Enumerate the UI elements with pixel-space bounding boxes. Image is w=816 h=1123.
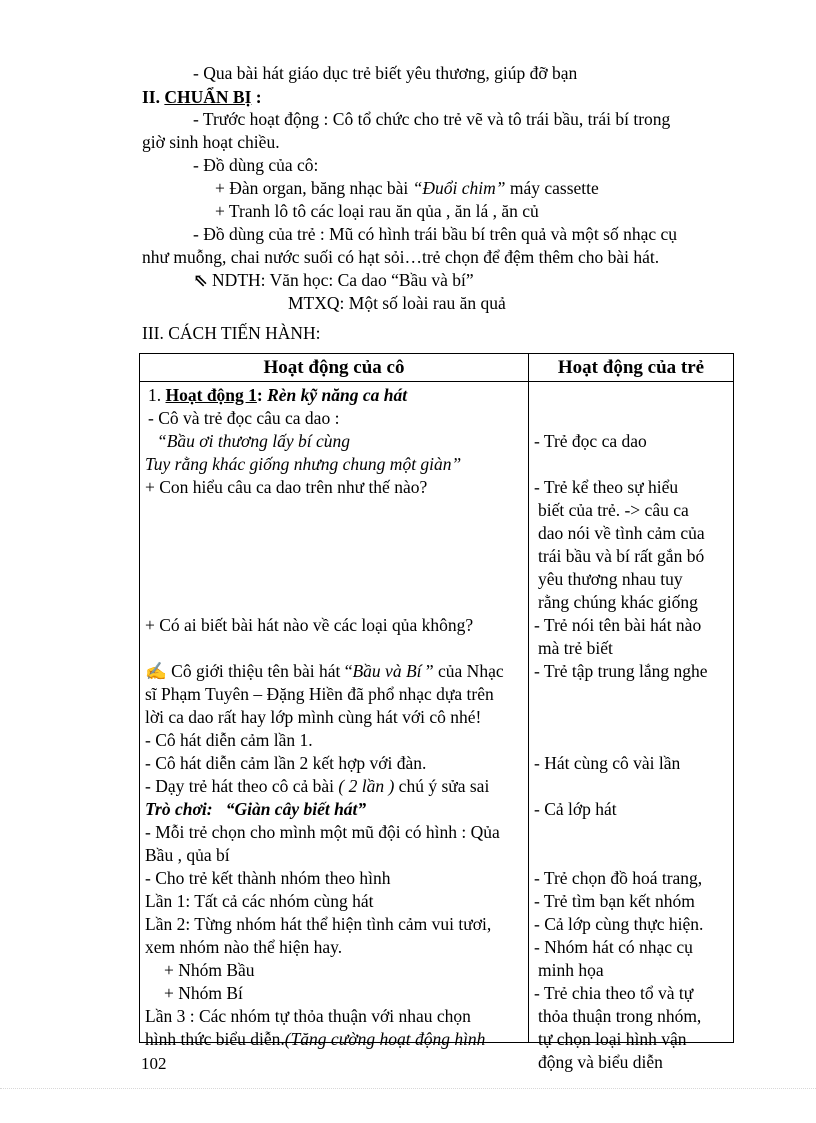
game-heading: [145, 798, 366, 820]
section-2-heading: [142, 86, 262, 108]
song-title-duoi-chim: “Đuổi chim”: [412, 178, 506, 198]
child-costume: - Trẻ chọn đồ hoá trang,: [534, 868, 703, 888]
prep-line-3b: như muỗng, chai nước suối có hạt sỏi…trẻ chọn để đệm thêm cho bài hát.: [142, 247, 660, 267]
child-read: - Trẻ đọc ca dao: [534, 431, 647, 451]
bottom-divider: [0, 1088, 816, 1089]
prep-2a-text: + Đàn organ, băng nhạc bài: [215, 178, 413, 198]
teach-count: ( 2 lần ): [338, 776, 395, 796]
child-instruments-b: minh họa: [538, 960, 604, 980]
teach-tail: chú ý sửa sai: [394, 776, 490, 796]
section-2-number: II.: [142, 87, 165, 107]
activity-1-heading: [148, 384, 407, 406]
child-explain-f: rằng chúng khác giống: [538, 592, 698, 612]
child-teams-b: thỏa thuận trong nhóm,: [538, 1006, 702, 1026]
arrow-up-left-icon: ⇖: [193, 270, 208, 290]
game-name: “Giàn cây biết hát”: [225, 799, 367, 819]
child-sing-along: - Hát cùng cô vài lần: [534, 753, 681, 773]
pencil-hand-icon: ✍: [145, 661, 167, 681]
group-bi: + Nhóm Bí: [164, 983, 243, 1003]
song-intro-line-2: sĩ Phạm Tuyên – Đặng Hiền đã phổ nhạc dựa trên: [145, 684, 494, 704]
game-round-2b: xem nhóm nào thể hiện hay.: [145, 937, 343, 957]
prep-line-3a: - Đồ dùng của trẻ : Mũ có hình trái bầu bí trên quả và một số nhạc cụ: [193, 224, 678, 244]
activity-1-title: Hoạt động 1: [165, 385, 257, 405]
page-number: 102: [141, 1054, 167, 1073]
activity-1-number: 1.: [148, 385, 166, 405]
activity-1-colon: :: [256, 385, 268, 405]
child-teams-d: động và biểu diễn: [538, 1052, 663, 1072]
child-explain-e: yêu thương nhau tuy: [538, 569, 683, 589]
child-explain-a: - Trẻ kể theo sự hiểu: [534, 477, 679, 497]
child-explain-c: dao nói về tình cảm của: [538, 523, 705, 543]
prep-line-2: - Đồ dùng của cô:: [193, 155, 319, 175]
objective-line: - Qua bài hát giáo dục trẻ biết yêu thương, giúp đỡ bạn: [193, 63, 578, 83]
child-song-b: mà trẻ biết: [538, 638, 613, 658]
child-perform-all: - Cả lớp cùng thực hiện.: [534, 914, 704, 934]
child-listen: - Trẻ tập trung lắng nghe: [534, 661, 708, 681]
song-title-bau-va-bi: Bầu và Bí: [352, 661, 422, 681]
section-3-heading: III. CÁCH TIẾN HÀNH:: [142, 323, 321, 343]
prep-line-2a: [215, 177, 599, 199]
prep-line-2b: + Tranh lô tô các loại rau ăn qủa , ăn lá , ăn củ: [215, 201, 539, 221]
song-intro-tail: ” của Nhạc: [421, 661, 504, 681]
game-step-2: - Cho trẻ kết thành nhóm theo hình: [145, 868, 391, 888]
child-class-sing: - Cả lớp hát: [534, 799, 617, 819]
game-step-1a: - Mỗi trẻ chọn cho mình một mũ đội có hình : Qủa: [145, 822, 500, 842]
teach-step: [145, 775, 489, 797]
child-explain-b: biết của trẻ. -> câu ca: [538, 500, 689, 520]
child-instruments-a: - Nhóm hát có nhạc cụ: [534, 937, 693, 957]
read-instruction: - Cô và trẻ đọc câu ca dao :: [148, 408, 340, 428]
prep-line-1a: - Trước hoạt động : Cô tổ chức cho trẻ vẽ và tô trái bầu, trái bí trong: [193, 109, 671, 129]
game-step-1b: Bầu , qủa bí: [145, 845, 230, 865]
song-intro-line-1: [145, 660, 504, 682]
child-teams-a: - Trẻ chia theo tổ và tự: [534, 983, 694, 1003]
game-round-3b: [145, 1028, 485, 1050]
child-teams-c: tự chọn loại hình vận: [538, 1029, 687, 1049]
prep-2a-tail: máy cassette: [505, 178, 599, 198]
child-group: - Trẻ tìm bạn kết nhóm: [534, 891, 695, 911]
section-2-title: CHUẨN BỊ: [164, 87, 252, 107]
game-round-2a: Lần 2: Từng nhóm hát thể hiện tình cảm vui tươi,: [145, 914, 492, 934]
question-1: + Con hiểu câu ca dao trên như thế nào?: [145, 477, 428, 497]
ndth-line: [193, 269, 474, 291]
question-2: + Có ai biết bài hát nào về các loại qủa không?: [145, 615, 474, 635]
child-activity-cell: [529, 382, 734, 1072]
game-round-1: Lần 1: Tất cả các nhóm cùng hát: [145, 891, 374, 911]
game-round-3b-note: (Tăng cường hoạt động hình: [284, 1029, 486, 1049]
mtxq-line: MTXQ: Một số loài rau ăn quả: [288, 293, 506, 313]
poem-line-1: “Bầu ơi thương lấy bí cùng: [157, 431, 351, 451]
song-intro-text: Cô giới thiệu tên bài hát “: [166, 661, 353, 681]
sing-step-1: - Cô hát diễn cảm lần 1.: [145, 730, 313, 750]
group-bau: + Nhóm Bầu: [164, 960, 255, 980]
header-child-activity: Hoạt động của trẻ: [529, 354, 734, 382]
teacher-activity-cell: [140, 382, 529, 1049]
song-intro-line-3: lời ca dao rất hay lớp mình cùng hát với cô nhé!: [145, 707, 482, 727]
activity-1-subtitle: Rèn kỹ năng ca hát: [267, 385, 408, 405]
game-round-3b-text: hình thức biểu diễn.: [145, 1029, 285, 1049]
child-song-a: - Trẻ nói tên bài hát nào: [534, 615, 702, 635]
prep-line-1b: giờ sinh hoạt chiều.: [142, 132, 280, 152]
sing-step-2: - Cô hát diễn cảm lần 2 kết hợp với đàn.: [145, 753, 427, 773]
header-teacher-activity: Hoạt động của cô: [140, 354, 529, 382]
poem-line-2: Tuy rằng khác giống nhưng chung một giàn”: [145, 454, 462, 474]
ndth-text: NDTH: Văn học: Ca dao “Bầu và bí”: [212, 270, 474, 290]
teach-text: - Dạy trẻ hát theo cô cả bài: [145, 776, 339, 796]
game-label: Trò chơi:: [145, 799, 213, 819]
child-explain-d: trái bầu và bí rất gắn bó: [538, 546, 705, 566]
section-2-colon: :: [251, 87, 262, 107]
game-round-3a: Lần 3 : Các nhóm tự thỏa thuận với nhau chọn: [145, 1006, 471, 1026]
